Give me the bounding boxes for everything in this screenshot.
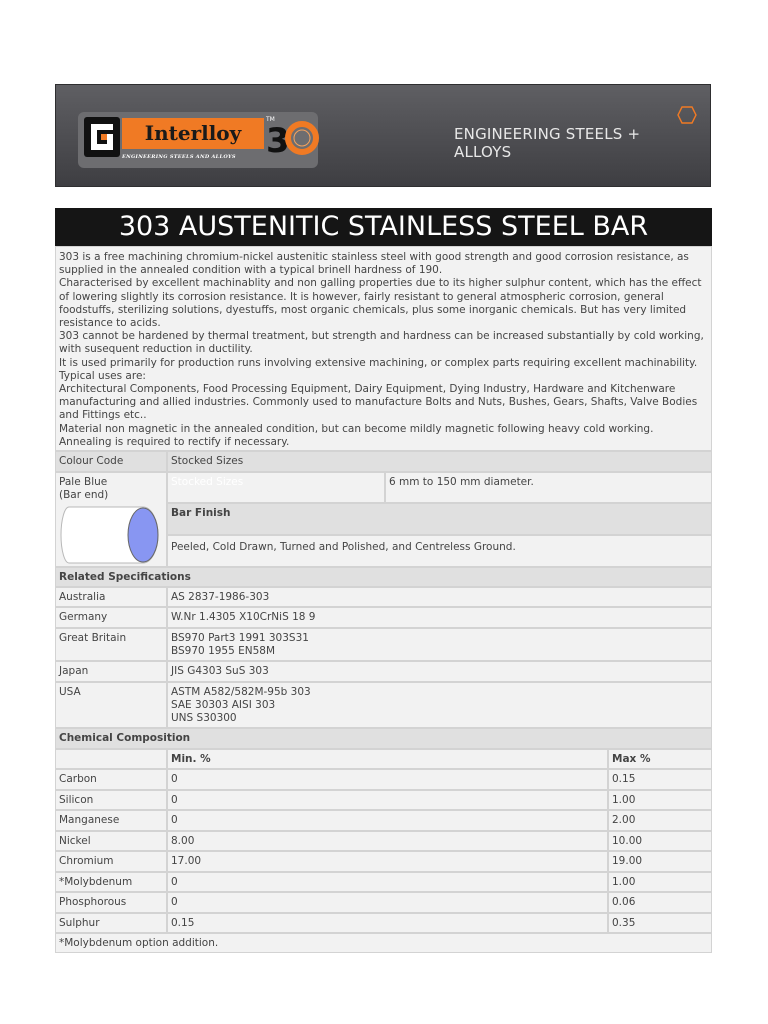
spec-country: Great Britain [55, 628, 167, 661]
bar-end-icon [59, 504, 161, 566]
stocked-sizes-value: 6 mm to 150 mm diameter. [385, 472, 712, 503]
header-tagline: ENGINEERING STEELS + ALLOYS [454, 125, 641, 161]
logo-tagline: ENGINEERING STEELS AND ALLOYS [122, 154, 236, 160]
spec-country: Japan [55, 661, 167, 682]
spec-line: BS970 1955 EN58M [171, 645, 276, 657]
description-paragraph: 303 cannot be hardened by thermal treatment, but strength and hardness can be increased substantially by cold working, with susequent reduction in ductility. [59, 330, 704, 356]
colour-code-value: Pale Blue [59, 476, 108, 488]
chem-min-value: 0 [167, 769, 608, 790]
chem-min-value: 0.15 [167, 913, 608, 933]
description-paragraph: 303 is a free machining chromium-nickel austenitic stainless steel with good strength and good corrosion resistance, as supplied in the annealed condition with a typical brinell hardness of 190. [59, 251, 689, 277]
chem-element: Manganese [55, 810, 167, 831]
stocked-sizes-hidden-label: Stocked Sizes [167, 472, 385, 503]
chem-footnote: *Molybdenum option addition. [55, 933, 712, 953]
interlloy-logo[interactable] [78, 112, 318, 168]
spec-country: Germany [55, 607, 167, 628]
chem-max-value: 1.00 [608, 790, 712, 810]
spec-value: W.Nr 1.4305 X10CrNiS 18 9 [167, 607, 712, 628]
spec-line: UNS S30300 [171, 712, 237, 724]
spec-value [167, 682, 712, 728]
chem-max-value: 19.00 [608, 851, 712, 872]
description-paragraph: Typical uses are: [59, 369, 146, 382]
chem-min-value: 0 [167, 872, 608, 892]
chem-min-value: 17.00 [167, 851, 608, 872]
stocked-sizes-label: Stocked Sizes [167, 451, 712, 472]
chem-max-value: 0.35 [608, 913, 712, 933]
page-title: 303 AUSTENITIC STAINLESS STEEL BAR [55, 208, 712, 246]
chem-min-header: Min. % [167, 749, 608, 769]
bar-finish-value: Peeled, Cold Drawn, Turned and Polished, and Centreless Ground. [167, 535, 712, 567]
spec-line: BS970 Part3 1991 303S31 [171, 632, 309, 644]
chem-min-value: 8.00 [167, 831, 608, 851]
chemical-composition-heading: Chemical Composition [55, 728, 712, 749]
chem-min-value: 0 [167, 790, 608, 810]
colour-code-note: (Bar end) [59, 489, 109, 501]
description-block [55, 246, 712, 451]
30-years-badge-icon [264, 118, 320, 158]
chem-min-value: 0 [167, 810, 608, 831]
chem-element: Nickel [55, 831, 167, 851]
chem-max-header: Max % [608, 749, 712, 769]
logo-trademark: TM [266, 116, 275, 123]
description-paragraph: Characterised by excellent machinablity and non galling properties due to its higher sulphur content, which has the effect of lowering slightly its corrosion resistance. It is however, fairly resistant to general atmospheric corrosion, general foodstuffs, sterilizing solutions, dyestuffs, most organic chemicals, plus some inorganic chemicals. But has very limited resistance to acids. [59, 277, 702, 330]
related-specs-heading: Related Specifications [55, 567, 712, 587]
spec-line: SAE 30303 AISI 303 [171, 699, 276, 711]
chem-element: Silicon [55, 790, 167, 810]
spec-country: Australia [55, 587, 167, 607]
chem-element: Chromium [55, 851, 167, 872]
colour-code-label: Colour Code [55, 451, 167, 472]
logo-name: Interlloy [122, 118, 264, 149]
chem-max-value: 2.00 [608, 810, 712, 831]
chem-max-value: 1.00 [608, 872, 712, 892]
header-banner [55, 84, 711, 187]
spec-country: USA [55, 682, 167, 728]
chem-element: Sulphur [55, 913, 167, 933]
description-paragraph: Material non magnetic in the annealed condition, but can become mildly magnetic following heavy cold working. Annealing is required to rectify if necessary. [59, 422, 654, 448]
colour-code-cell [55, 472, 167, 567]
chem-element: *Molybdenum [55, 872, 167, 892]
svg-text:3: 3 [266, 121, 290, 158]
description-paragraph: It is used primarily for production runs involving extensive machining, or complex parts requiring excellent machinability. [59, 356, 698, 369]
spec-value [167, 628, 712, 661]
hexagon-icon [677, 105, 697, 125]
bar-finish-label: Bar Finish [167, 503, 712, 535]
chem-header-blank [55, 749, 167, 769]
spec-value: AS 2837-1986-303 [167, 587, 712, 607]
chem-max-value: 10.00 [608, 831, 712, 851]
chem-element: Carbon [55, 769, 167, 790]
description-paragraph: Architectural Components, Food Processing Equipment, Dairy Equipment, Dying Industry, Hardware and Kitchenware manufacturing and allied industries. Commonly used to manufacture Bolts and Nuts, Bushes, Gears, Shafts, Valve Bodies and Fittings etc.. [59, 383, 698, 422]
chem-min-value: 0 [167, 892, 608, 913]
chem-element: Phosphorous [55, 892, 167, 913]
spec-value: JIS G4303 SuS 303 [167, 661, 712, 682]
chem-max-value: 0.06 [608, 892, 712, 913]
interlloy-logo-mark-icon [84, 117, 120, 157]
chem-max-value: 0.15 [608, 769, 712, 790]
spec-line: ASTM A582/582M-95b 303 [171, 686, 311, 698]
